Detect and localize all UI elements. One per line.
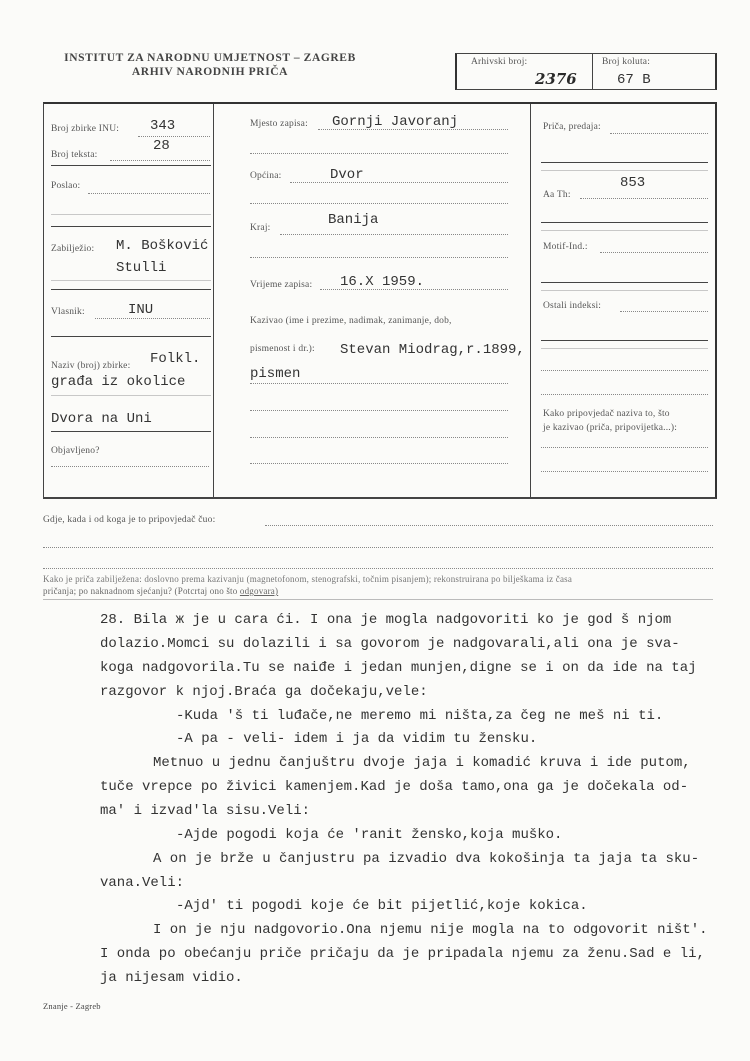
place-label: Mjesto zapisa: [250, 119, 308, 129]
region-label: Kraj: [250, 223, 271, 233]
publisher-imprint: Znanje - Zagreb [43, 1001, 101, 1011]
collection-name-line1: Folkl. [150, 351, 201, 367]
story-line-11: A on je brže u čanjustru pa izvadio dva kokošinja ta jaja ta sku- [153, 851, 700, 867]
story-line-15: I onda po obećanju priče pričaju da je pripadala njemu za ženu.Sad e li, [100, 946, 705, 962]
text-number-value: 28 [153, 138, 170, 154]
archive-title: ARHIV NARODNIH PRIČA [131, 66, 289, 78]
story-line-9: ma' i izvad'la sisu.Veli: [100, 803, 311, 819]
aath-value: 853 [620, 175, 646, 191]
story-line-12: vana.Veli: [100, 875, 185, 891]
recorded-by-label: Zabilježio: [51, 244, 95, 254]
how-named-line1: Kako pripovjedač naziva to, što [543, 409, 670, 419]
institute-title: INSTITUT ZA NARODNU UMJETNOST – ZAGREB [64, 52, 356, 64]
sent-by-label: Poslao: [51, 181, 81, 191]
story-line-4: razgovor k njoj.Braća ga dočekaju,vele: [100, 684, 428, 700]
place-value: Gornji Javoranj [332, 114, 459, 130]
story-type-label: Priča, predaja: [543, 122, 601, 132]
story-line-6: -A pa - veli- idem i ja da vidim tu žensku. [176, 731, 538, 747]
collection-number-value: 343 [150, 118, 176, 134]
aath-label: Aa Th: [543, 190, 571, 200]
archive-number-box [455, 53, 717, 90]
other-indexes-label: Ostali indeksi: [543, 301, 602, 311]
story-line-2: dolazio.Momci su dolazili i sa govorom je nadgovarali,ali ona je sva- [100, 636, 680, 652]
recorded-by-line2: Stulli [116, 260, 167, 276]
how-named-line2: je kazivao (priča, pripovijetka...): [543, 423, 678, 433]
archive-number-value: 2376 [535, 70, 577, 88]
published-label: Objavljeno? [51, 446, 100, 456]
region-value: Banija [328, 212, 379, 228]
municipality-value: Dvor [330, 167, 364, 183]
story-line-8: tuče vrepce po živici kamenjem.Kad je doša tamo,ona ga je dočekala od- [100, 779, 689, 795]
story-line-10: -Ajde pogodi koja će 'ranit žensko,koja muško. [176, 827, 563, 843]
date-label: Vrijeme zapisa: [250, 280, 313, 290]
where-heard-label: Gdje, kada i od koga je to pripovjedač čuo: [43, 515, 216, 525]
narrator-label-line1: Kazivao (ime i prezime, nadimak, zanimanje, dob, [250, 316, 452, 326]
story-line-7: Metnuo u jednu čanjuštru dvoje jaja i komadić kruva i ide putom, [153, 755, 691, 771]
collection-name-line2: građa iz okolice [51, 374, 186, 390]
how-recorded-line2-text: pričanja; po naknadnom sjećanju? (Potcrtaj ono što [43, 586, 240, 596]
story-line-13: -Ajd' ti pogodi koje će bit pijetlić,koje kokica. [176, 898, 588, 914]
recorded-by-line1: M. Bošković [116, 238, 209, 254]
collection-name-label: Naziv (broj) zbirke: [51, 361, 131, 371]
narrator-value: Stevan Miodrag,r.1899, [340, 342, 525, 358]
collection-name-line3: Dvora na Uni [51, 411, 152, 427]
owner-value: INU [128, 302, 154, 318]
how-recorded-line1: Kako je priča zabilježena: doslovno prema kazivanju (magnetofonom, stenografski, točnim pisanjem); rekonstruirana po bilješkama iz časa [43, 574, 573, 584]
collection-number-label: Broj zbirke INU: [51, 124, 120, 134]
municipality-label: Općina: [250, 171, 282, 181]
story-line-5: -Kuda 'š ti luđače,ne meremo mi ništa,za čeg ne meš ni ti. [176, 708, 664, 724]
story-line-14: I on je nju nadgovorio.Ona njemu nije mogla na to odgovorit ništ'. [153, 922, 708, 938]
how-recorded-line2 [43, 586, 278, 596]
date-value: 16.X 1959. [340, 274, 425, 290]
text-number-label: Broj teksta: [51, 150, 98, 160]
motif-index-label: Motif-Ind.: [543, 242, 588, 252]
owner-label: Vlasnik: [51, 307, 85, 317]
story-line-3: koga nadgovorila.Tu se naiđe i jedan munjen,digne se i on da ide na taj [100, 660, 697, 676]
story-line-16: ja nijesam vidio. [100, 970, 243, 986]
reel-number-value: 67 B [617, 72, 651, 88]
narrator-label-line2: pismenost i dr.): [250, 344, 315, 354]
narrator-value-line2: pismen [250, 366, 301, 382]
reel-number-label: Broj koluta: [602, 57, 651, 67]
archive-number-label: Arhivski broj: [471, 57, 528, 67]
story-line-1: 28. Bila ж je u cara ći. I ona je mogla nadgovoriti ko je god š njom [100, 612, 672, 628]
how-recorded-underlined: odgovara) [239, 586, 279, 596]
